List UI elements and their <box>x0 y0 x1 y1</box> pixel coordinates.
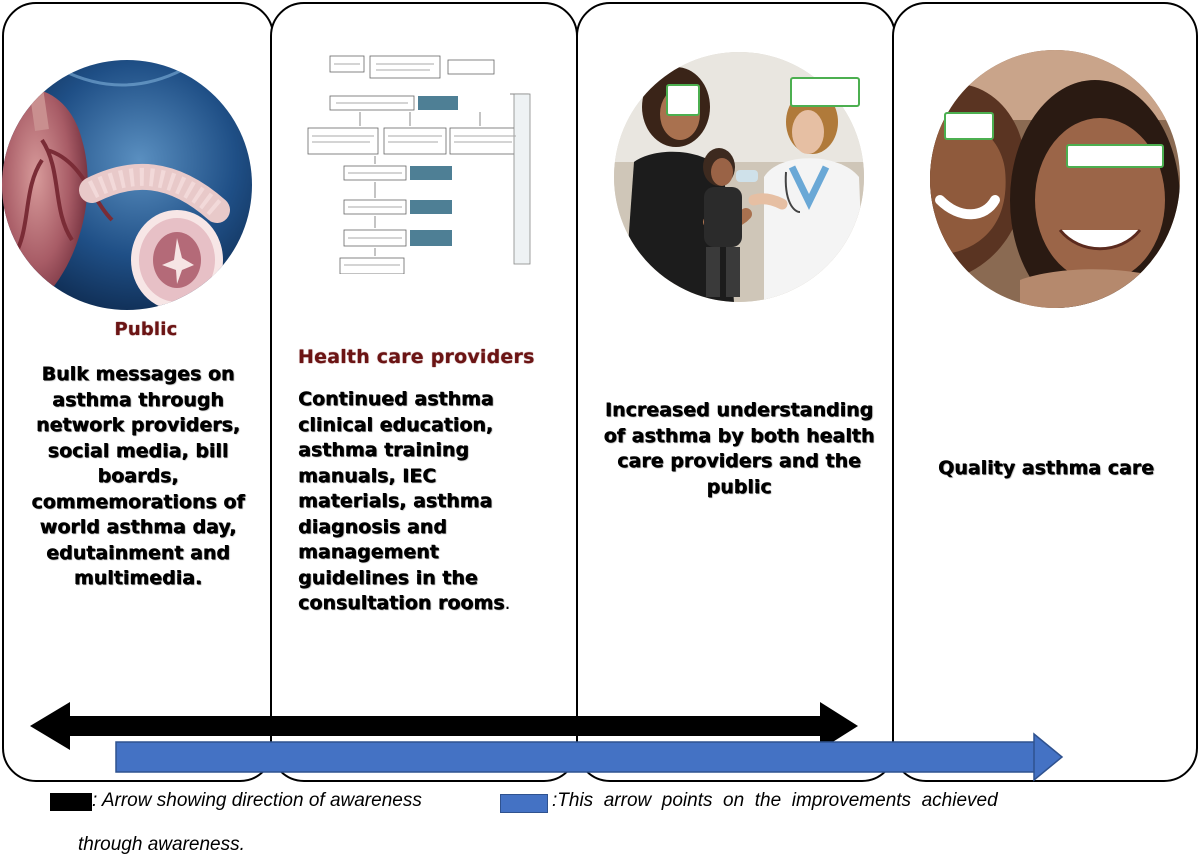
health-care-providers-title: Health care providers <box>298 346 535 368</box>
health-care-providers-text-tail: . <box>504 592 511 614</box>
quality-asthma-care-text: Quality asthma care <box>938 457 1154 479</box>
public-description: Bulk messages on asthma through network providers, social media, bill boards, commemorations of world asthma day, edutainment and multimedia. <box>31 363 245 589</box>
public-title: Public <box>114 319 178 340</box>
legend-awareness-text: : Arrow showing direction of awareness <box>92 790 422 811</box>
smiling-family-photo <box>930 50 1180 308</box>
face-blur-box <box>790 77 860 107</box>
face-blur-box <box>666 84 700 116</box>
lungs-illustration <box>2 60 252 310</box>
legend-improvement-text-continued: through awareness. <box>78 834 245 855</box>
legend-black-swatch <box>50 793 92 811</box>
increased-understanding-text: Increased understanding of asthma by both health care providers and the public <box>603 399 875 498</box>
legend-blue-swatch <box>500 794 548 813</box>
health-care-providers-description <box>298 387 520 617</box>
asthma-guideline-flowchart <box>300 54 540 274</box>
face-blur-box <box>944 112 994 140</box>
face-blur-box <box>1066 144 1164 168</box>
health-care-providers-text: Continued asthma clinical education, asthma training manuals, IEC materials, asthma diagnosis and management guidelines in the consultation rooms <box>298 388 505 614</box>
legend-improvement-text: :This arrow points on the improvements achieved <box>552 790 998 811</box>
